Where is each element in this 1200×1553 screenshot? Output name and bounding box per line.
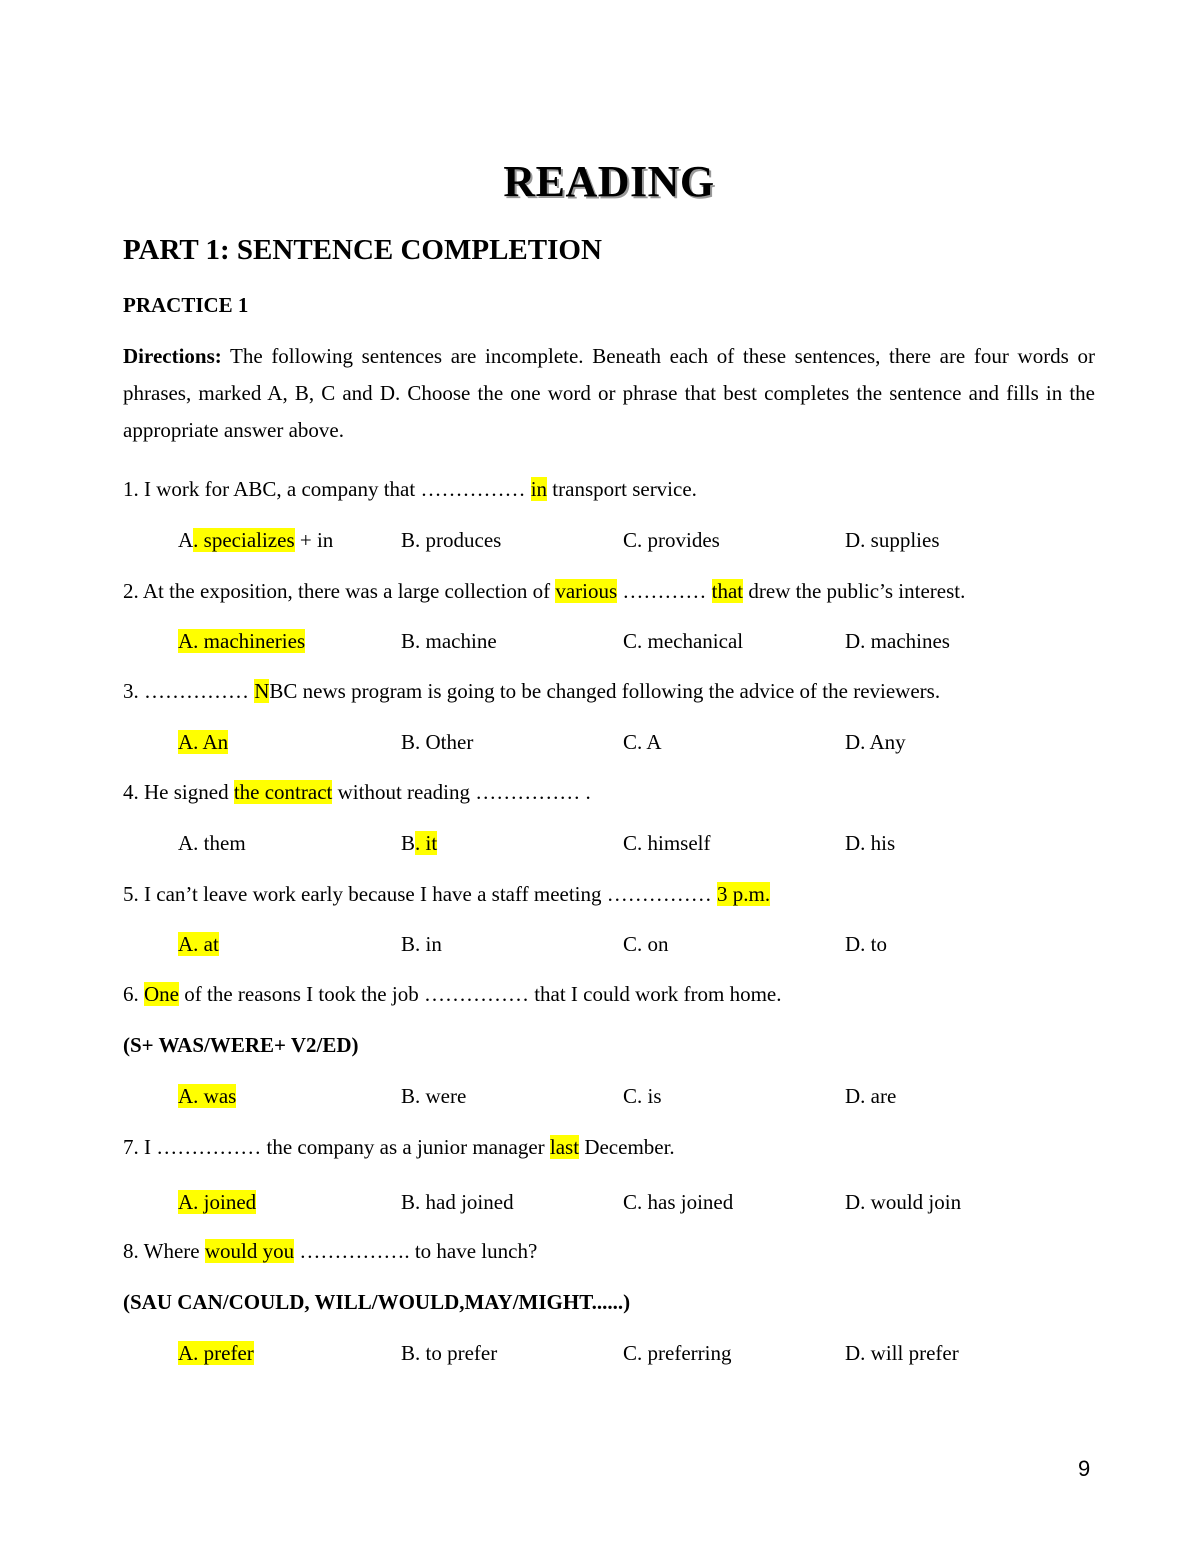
- question-7-option-a: [178, 1187, 256, 1217]
- question-4-option-a: A. them: [178, 831, 246, 855]
- highlight: that: [711, 579, 744, 603]
- question-8-note: (SAU CAN/COULD, WILL/WOULD,MAY/MIGHT......): [123, 1290, 631, 1314]
- highlight: A. joined: [178, 1190, 257, 1214]
- question-6-option-b: B. were: [401, 1084, 467, 1108]
- question-6-option-c: C. is: [623, 1084, 662, 1108]
- question-8-option-a: [178, 1338, 254, 1368]
- question-3-option-c: C. A: [623, 730, 662, 754]
- highlight: A. was: [178, 1084, 237, 1108]
- directions-label: Directions:: [123, 344, 222, 368]
- highlight: in: [530, 477, 548, 501]
- question-6-option-a: [178, 1081, 236, 1111]
- question-2-option-b: B. machine: [401, 629, 497, 653]
- highlight: the contract: [233, 780, 333, 804]
- question-8-stem: 8. Where would you ……………. to have lunch?: [123, 1239, 538, 1263]
- page-title: READING: [503, 157, 715, 206]
- question-2-stem: 2. At the exposition, there was a large collection of various ………… that drew the public’s interest.: [123, 579, 966, 603]
- highlight: A. An: [178, 730, 229, 754]
- question-7-stem: 7. I …………… the company as a junior manager last December.: [123, 1135, 675, 1159]
- question-6-stem: 6. One of the reasons I took the job …………… that I could work from home.: [123, 982, 782, 1006]
- highlight: A. at: [178, 932, 219, 956]
- question-1-option-c: C. provides: [623, 528, 720, 552]
- highlight: . it: [415, 831, 438, 855]
- highlight: various: [555, 579, 618, 603]
- question-4-option-c: C. himself: [623, 831, 711, 855]
- question-3-option-b: B. Other: [401, 730, 474, 754]
- practice-heading: PRACTICE 1: [123, 293, 249, 317]
- question-4-stem: 4. He signed the contract without reading …………… .: [123, 780, 591, 804]
- question-1-option-a: A. specializes + in: [178, 528, 334, 552]
- question-3-option-d: D. Any: [845, 730, 906, 754]
- highlight: . specializes: [193, 528, 295, 552]
- directions-paragraph: [123, 338, 1095, 449]
- question-8-option-b: B. to prefer: [401, 1341, 498, 1365]
- page-number: 9: [1078, 1456, 1091, 1481]
- highlight: A. prefer: [178, 1341, 254, 1365]
- highlight: One: [144, 982, 179, 1006]
- highlight: 3 p.m.: [717, 882, 771, 906]
- question-7-option-b: B. had joined: [401, 1190, 514, 1214]
- highlight: would you: [204, 1239, 295, 1263]
- directions-text: The following sentences are incomplete. Beneath each of these sentences, there are four words or phrases, marked A, B, C and D. Choose the one word or phrase that best completes the sentence and fills in the appropriate answer above.: [123, 344, 1095, 442]
- highlight: N: [254, 679, 270, 703]
- question-1-stem: 1. I work for ABC, a company that …………… in transport service.: [123, 477, 697, 501]
- question-1-option-d: D. supplies: [845, 528, 940, 552]
- question-2-option-a: [178, 626, 305, 656]
- question-5-option-a: [178, 929, 219, 959]
- question-2-option-c: C. mechanical: [623, 629, 744, 653]
- question-6-option-d: D. are: [845, 1084, 897, 1108]
- highlight: last: [549, 1135, 580, 1159]
- question-2-option-d: D. machines: [845, 629, 950, 653]
- highlight: A. machineries: [178, 629, 306, 653]
- question-8-option-d: D. will prefer: [845, 1341, 959, 1365]
- question-8-option-c: C. preferring: [623, 1341, 732, 1365]
- question-5-stem: 5. I can’t leave work early because I have a staff meeting …………… 3 p.m.: [123, 882, 771, 906]
- question-3-option-a: [178, 727, 228, 757]
- question-1-option-b: B. produces: [401, 528, 502, 552]
- question-5-option-d: D. to: [845, 932, 887, 956]
- question-7-option-d: D. would join: [845, 1190, 962, 1214]
- question-5-option-b: B. in: [401, 932, 442, 956]
- question-4-option-d: D. his: [845, 831, 896, 855]
- question-4-option-b: B. it: [401, 831, 438, 855]
- question-6-note: (S+ WAS/WERE+ V2/ED): [123, 1033, 359, 1057]
- question-3-stem: 3. …………… NBC news program is going to be changed following the advice of the reviewers.: [123, 679, 941, 703]
- question-5-option-c: C. on: [623, 932, 669, 956]
- part-heading: PART 1: SENTENCE COMPLETION: [123, 234, 602, 266]
- question-7-option-c: C. has joined: [623, 1190, 734, 1214]
